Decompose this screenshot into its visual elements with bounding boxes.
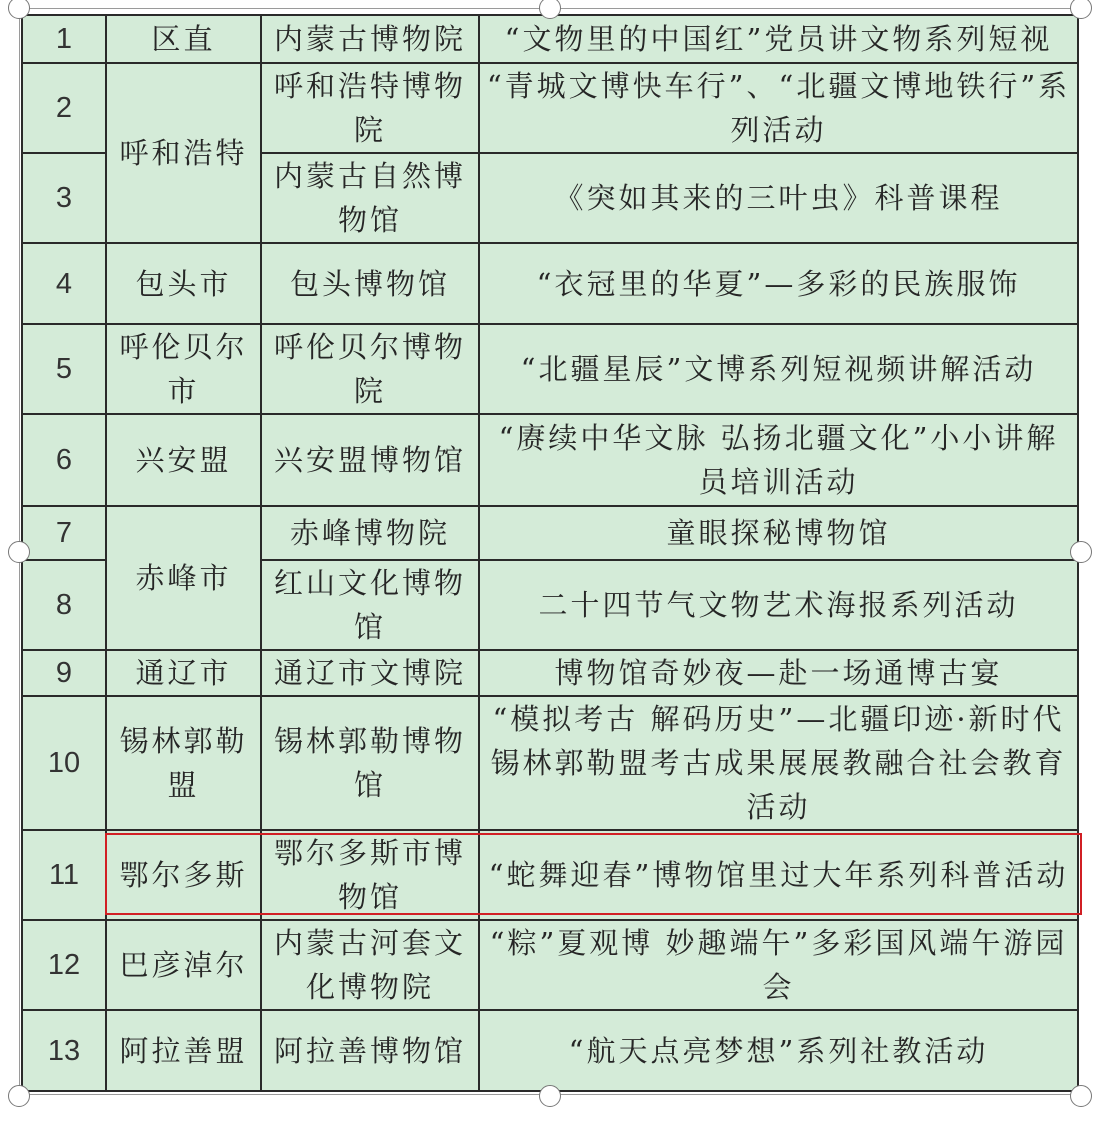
row-number: 2: [22, 63, 106, 153]
table-row-highlighted: [22, 830, 1078, 920]
row-number: 10: [22, 696, 106, 830]
region-cell: 阿拉善盟: [106, 1010, 261, 1091]
table-row: [22, 696, 1078, 830]
museum-cell: 呼伦贝尔博物院: [261, 324, 479, 414]
table-row: [22, 920, 1078, 1010]
region-cell: 巴彦淖尔: [106, 920, 261, 1010]
activity-cell: “赓续中华文脉 弘扬北疆文化”小小讲解员培训活动: [479, 414, 1078, 506]
resize-handle-bottom-right[interactable]: [1070, 1085, 1092, 1107]
region-cell: 赤峰市: [106, 506, 261, 650]
row-number: 4: [22, 243, 106, 324]
museum-cell: 内蒙古博物院: [261, 15, 479, 63]
museum-cell: 红山文化博物馆: [261, 560, 479, 650]
region-cell: 区直: [106, 15, 261, 63]
row-number: 5: [22, 324, 106, 414]
museum-cell: 通辽市文博院: [261, 650, 479, 696]
region-cell: 鄂尔多斯: [106, 830, 261, 920]
museum-cell: 包头博物馆: [261, 243, 479, 324]
table-row: [22, 324, 1078, 414]
museum-cell: 赤峰博物院: [261, 506, 479, 560]
region-cell: 通辽市: [106, 650, 261, 696]
activity-cell: 二十四节气文物艺术海报系列活动: [479, 560, 1078, 650]
activity-cell: 《突如其来的三叶虫》科普课程: [479, 153, 1078, 243]
row-number: 11: [22, 830, 106, 920]
activity-cell: “衣冠里的华夏”—多彩的民族服饰: [479, 243, 1078, 324]
activity-cell: 童眼探秘博物馆: [479, 506, 1078, 560]
row-number: 13: [22, 1010, 106, 1091]
table-row: [22, 506, 1078, 560]
table-row: [22, 243, 1078, 324]
table-row: [22, 414, 1078, 506]
museum-activity-table: [21, 14, 1079, 1092]
row-number: 1: [22, 15, 106, 63]
region-cell: 呼和浩特: [106, 63, 261, 243]
row-number: 3: [22, 153, 106, 243]
museum-cell: 呼和浩特博物院: [261, 63, 479, 153]
museum-cell: 阿拉善博物馆: [261, 1010, 479, 1091]
row-number: 9: [22, 650, 106, 696]
resize-handle-bottom-left[interactable]: [8, 1085, 30, 1107]
table-row: [22, 650, 1078, 696]
table-row: [22, 63, 1078, 153]
row-number: 7: [22, 506, 106, 560]
activity-cell: “文物里的中国红”党员讲文物系列短视: [479, 15, 1078, 63]
activity-cell: 博物馆奇妙夜—赴一场通博古宴: [479, 650, 1078, 696]
museum-cell: 内蒙古河套文化博物院: [261, 920, 479, 1010]
activity-cell: “北疆星辰”文博系列短视频讲解活动: [479, 324, 1078, 414]
museum-cell: 兴安盟博物馆: [261, 414, 479, 506]
activity-cell: “航天点亮梦想”系列社教活动: [479, 1010, 1078, 1091]
region-cell: 兴安盟: [106, 414, 261, 506]
row-number: 8: [22, 560, 106, 650]
activity-cell: “青城文博快车行”、“北疆文博地铁行”系列活动: [479, 63, 1078, 153]
activity-cell: “蛇舞迎春”博物馆里过大年系列科普活动: [479, 830, 1078, 920]
museum-cell: 鄂尔多斯市博物馆: [261, 830, 479, 920]
museum-cell: 内蒙古自然博物馆: [261, 153, 479, 243]
table-row: [22, 15, 1078, 63]
resize-handle-bottom-center[interactable]: [539, 1085, 561, 1107]
activity-cell: “粽”夏观博 妙趣端午”多彩国风端午游园会: [479, 920, 1078, 1010]
table-row: [22, 1010, 1078, 1091]
row-number: 12: [22, 920, 106, 1010]
activity-cell: “模拟考古 解码历史”—北疆印迹·新时代锡林郭勒盟考古成果展展教融合社会教育活动: [479, 696, 1078, 830]
resize-handle-top-right[interactable]: [1070, 0, 1092, 19]
region-cell: 包头市: [106, 243, 261, 324]
region-cell: 呼伦贝尔市: [106, 324, 261, 414]
row-number: 6: [22, 414, 106, 506]
museum-cell: 锡林郭勒博物馆: [261, 696, 479, 830]
resize-handle-middle-left[interactable]: [8, 541, 30, 563]
resize-handle-middle-right[interactable]: [1070, 541, 1092, 563]
region-cell: 锡林郭勒盟: [106, 696, 261, 830]
